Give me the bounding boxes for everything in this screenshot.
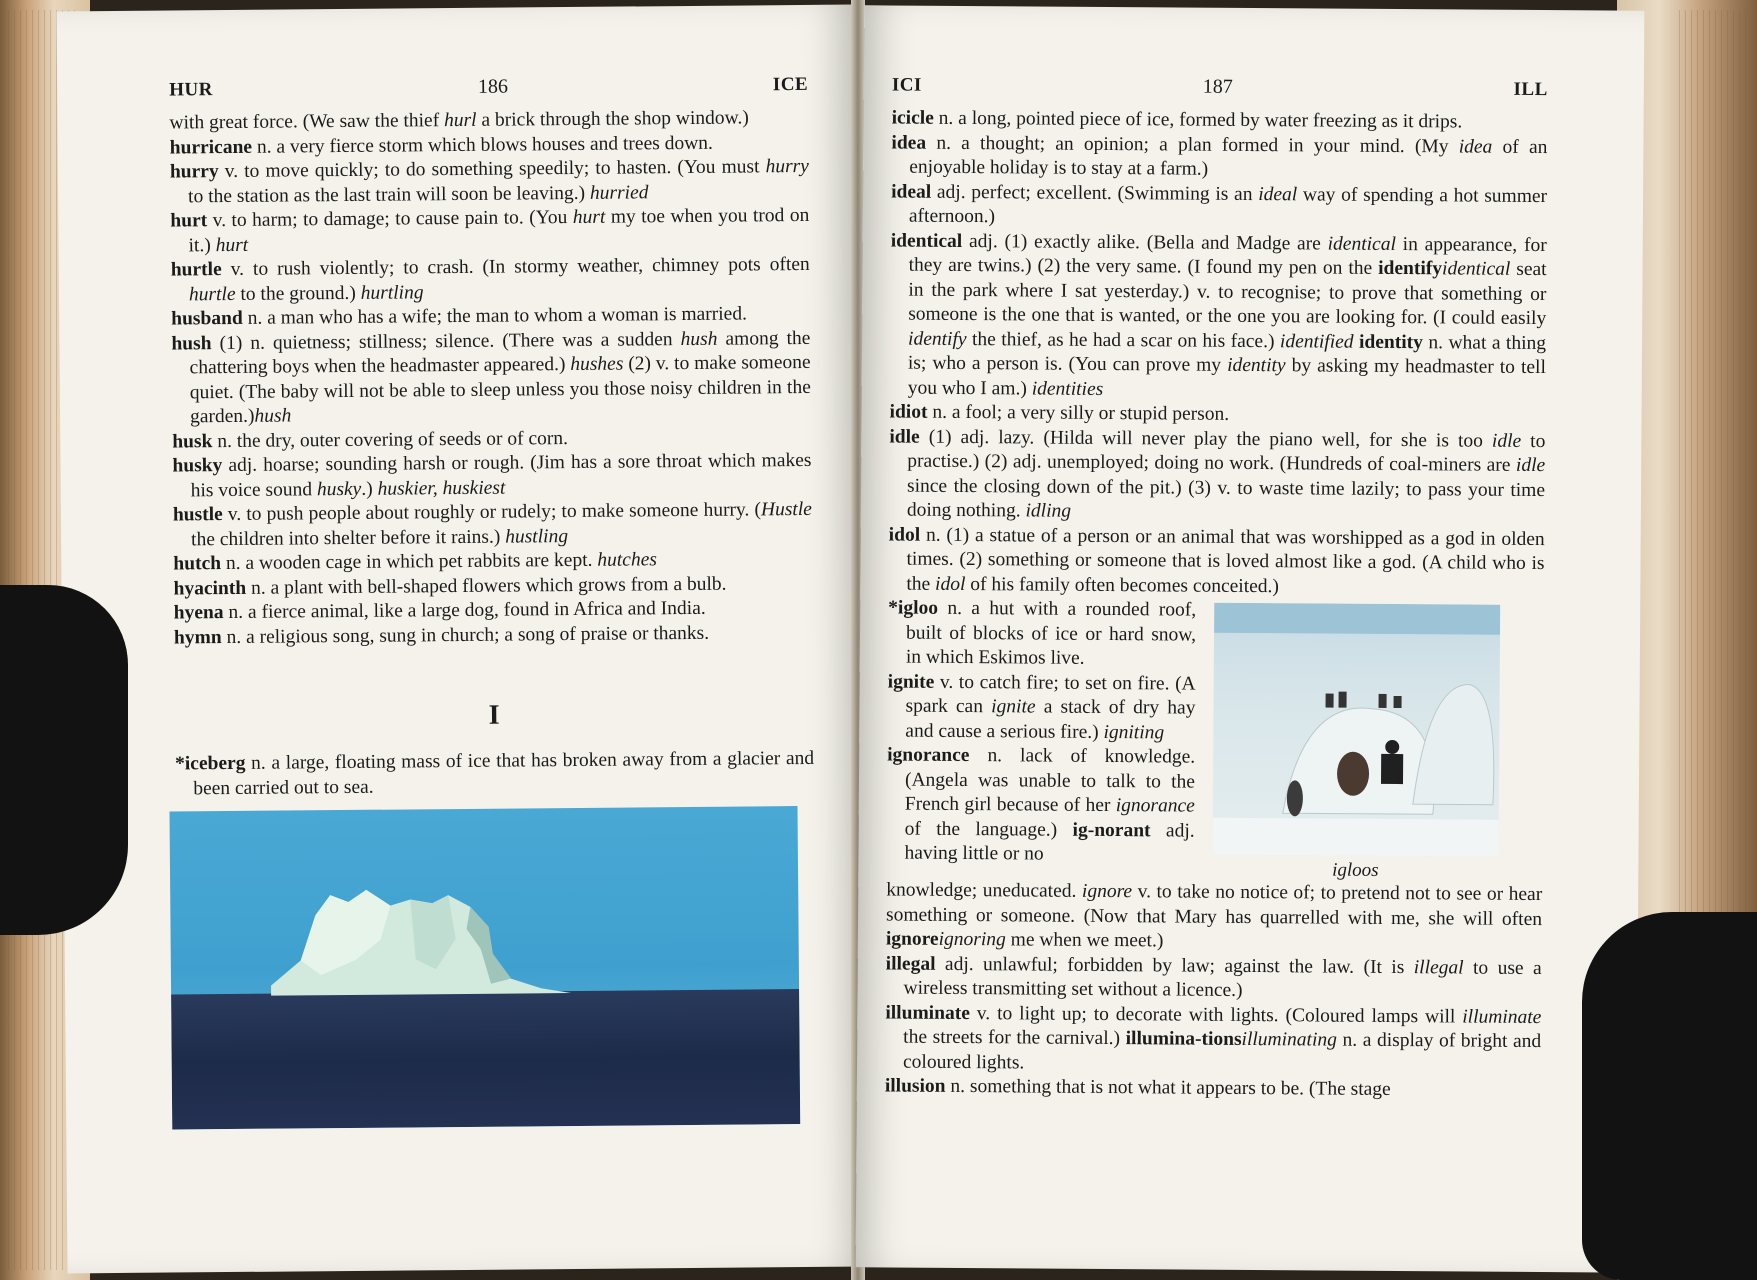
inflection: ignoring [938,928,1006,951]
dictionary-entry [886,743,1195,868]
example-word: ignorance [1115,795,1195,817]
entry-text: n. a man who has a wife; the man to whom a woman is married. [242,303,748,329]
entry-text: v. to catch fire; to set on fire. (A spark can [905,671,1196,718]
example-word: illegal [1413,956,1464,978]
inflection: igniting [1103,721,1165,743]
entry-text: n. a very fierce storm which blows houses and trees down. [251,132,713,158]
dictionary-entry [171,253,810,308]
example-word: hurry [765,155,809,178]
entry-text: .) [361,478,378,500]
entry-text: n. a wooden cage in which pet rabbits are kept. [220,549,598,575]
entry-text: the children into shelter before it rains.) [191,526,506,550]
igloo-photo [1212,603,1500,857]
entry-text: adj. hoarse; sounding harsh or rough. (Jim has a sore throat which makes his voice sound [190,449,812,501]
igloo-entries [886,596,1196,880]
dictionary-entry [891,180,1547,234]
entry-text: since the closing down of the pit.) (3) v. to waste time lazily; to pass your time doing nothing. [906,475,1546,522]
dictionary-entry [887,670,1196,746]
inflection: identical [1442,258,1511,280]
igloo-caption: igloos [1332,859,1379,881]
iceberg-shape [169,806,800,1129]
entry-text: of the language.) [904,818,1073,841]
right-entries [888,106,1547,601]
example-word: husky [316,478,362,500]
dictionary-entry [170,204,809,259]
entry-text: adj. (1) exactly alike. (Bella and Madge are [962,230,1328,255]
inflection: hustling [505,525,569,548]
entry-text: me when we meet.) [1005,929,1164,952]
headword: hurt [170,210,208,232]
inflection: hurtling [360,281,424,304]
entry-text: to use a wireless transmitting set without a licence.) [903,956,1542,1001]
entry-text: v. to rush violently; to crash. (In stormy weather, chimney pots often [221,253,810,281]
entry-text: v. to take no notice of; to pretend not to see or hear something or someone. (Now that Mary has quarrelled with me, she will often [885,881,1543,930]
entry-text: by asking my headmaster to tell you who I am.) [907,355,1546,399]
entry-text: n. a hut with a rounded roof, built of blocks of ice or hard snow, in which Eskimos live. [905,597,1197,669]
inflection: identities [1031,377,1104,400]
dictionary-entry [888,523,1544,601]
left-page-number: 186 [477,75,508,98]
example-word: Hustle [760,498,812,521]
headword: idle [889,425,920,448]
iceberg-entry-block [175,747,814,802]
entry-text: n. a fool; a very silly or stupid person. [927,401,1230,425]
dictionary-entry [890,229,1547,405]
entry-text: my toe when you trod on it.) [188,204,810,256]
right-guide-word-end: ILL [1513,78,1548,101]
left-page-header [169,73,808,102]
headword: icicle [891,107,934,129]
headword: hyena [173,602,224,624]
headword: illusion [884,1075,946,1097]
example-word: hush [254,405,292,427]
headword: idea [891,131,927,154]
entry-text: way of spending a hot summer afternoon.) [908,183,1548,228]
left-entries [169,106,813,651]
inflection: hurt [215,234,249,256]
section-letter: I [488,699,500,731]
example-word: hurt [572,206,606,228]
dictionary-entry [888,596,1197,672]
dictionary-entry [173,498,812,553]
headword: ignore [885,928,939,950]
dictionary-entry [885,1001,1541,1079]
example-word: hutches [597,549,658,571]
entry-text: v. to push people about roughly or rudely; to make someone hurry. ( [222,499,762,526]
example-word: idle [1491,430,1522,452]
entry-text: n. a plant with bell-shaped flowers which grows from a bulb. [246,573,727,599]
entry-text: n. something that is not what it appears to be. (The stage [945,1075,1391,1100]
entry-text: those noisy children in the garden.) [189,376,811,428]
left-hand [0,585,128,935]
entry-text: v. to harm; to damage; to cause pain to. (You [207,206,573,232]
example-word: identical [1327,233,1396,255]
entry-text: a stack of dry hay and cause a serious fire.) [905,696,1196,743]
dictionary-entry [886,878,1542,956]
entry-text: of his family often becomes conceited.) [965,573,1280,597]
entry-text: n. what a thing is; who a person is. (You can prove my [907,331,1547,376]
headword: ig-norant [1072,819,1151,841]
headword: hurtle [170,259,222,281]
example-word: idling [1025,500,1072,522]
entry-text: v. to light up; to decorate with lights. (Coloured lamps will [969,1002,1463,1027]
dictionary-entry [891,131,1547,185]
dictionary-entry [172,449,811,504]
dictionary-entry [885,952,1541,1006]
entry-text: knowledge; uneducated. [886,879,1083,902]
entry-text: among the chattering boys when the headmaster appeared.) [189,327,811,379]
entry-text: in appearance, for they are twins.) (2) the very same. (I found my pen on the [908,233,1547,279]
headword: hyacinth [173,577,247,599]
example-word: illuminate [1462,1005,1542,1028]
entry-text: a brick through the shop window.) [476,107,749,131]
headword: *iceberg [174,752,246,775]
right-guide-word-start: ICI [891,74,922,96]
entry-text: to the station as the last train will soon be leaving.) [188,182,591,207]
igloo-section [886,596,1544,883]
inflection: idle [1515,454,1546,477]
dictionary-entry [171,326,811,430]
example-word: ignore [1081,880,1133,903]
inflection: identified [1279,330,1354,353]
entry-text: n. lack of knowledge. (Angela was unable to talk to the French girl because of her [904,745,1196,817]
headword: illumina-tions [1125,1028,1242,1050]
headword: ideal [891,180,932,203]
entry-text: (1) n. quietness; stillness; silence. (There was a sudden [211,328,681,354]
example-word: hurl [443,109,477,132]
entry-text: (1) adj. lazy. (Hilda will never play the piano well, for she is too [919,426,1493,452]
entry-text: n. a fierce animal, like a large dog, found in Africa and India. [223,597,706,624]
igloo-figure [1212,599,1500,883]
after-igloo-entries [885,878,1543,1103]
right-hand [1582,912,1757,1280]
iceberg-photo [169,806,800,1129]
left-page [57,5,863,1274]
right-page-header [892,73,1548,101]
dictionary-entry [170,155,809,210]
left-guide-word-start: HUR [169,79,214,101]
headword: identify [1378,257,1443,280]
example-word: hush [680,328,718,350]
entry-text: v. to move quickly; to do something speedily; to hasten. (You must [218,156,766,183]
headword: ignite [887,670,935,693]
entry-text: n. a display of bright and coloured lights. [902,1029,1542,1073]
headword: illuminate [885,1001,970,1024]
dictionary-entry [885,1074,1541,1103]
entry-text: n. a large, floating mass of ice that has broken away from a glacier and been carried out to sea. [193,747,815,799]
headword: idiot [889,401,928,423]
dictionary-entry [174,620,813,650]
dictionary-entry [175,747,814,802]
example-word: hurtle [188,283,236,305]
headword: idol [888,523,921,546]
inflection: hushes [570,353,624,376]
headword: hurricane [169,136,253,159]
entry-text: n. the dry, outer covering of seeds or of corn. [212,427,569,452]
entry-text: adj. perfect; excellent. (Swimming is an [931,181,1259,205]
headword: hush [171,332,212,355]
entry-text: to practise.) (2) adj. unemployed; doing no work. (Hundreds of coal-miners are [907,430,1546,476]
entry-text: of an enjoyable holiday is to stay at a farm.) [909,136,1548,180]
headword: ignorance [887,744,970,767]
entry-text: v. to recognise; to prove that something or someone is the one that is wanted, or the one you are looking for. (I could easily [908,281,1547,330]
right-page-number: 187 [1202,75,1233,98]
headword: identical [890,229,963,252]
entry-text: n. a long, pointed piece of ice, formed by water freezing as it drips. [933,107,1463,133]
left-guide-word-end: ICE [772,73,809,96]
example-word: idol [935,573,966,595]
headword: hutch [173,553,222,575]
inflection: hurried [589,181,649,204]
headword: hustle [172,504,223,526]
headword: hymn [173,626,222,648]
headword: identity [1353,331,1424,353]
example-word: ignite [991,696,1036,718]
entry-text: with great force. (We saw the thief [169,110,445,134]
headword: hurry [169,161,219,183]
entry-text: (2) v. to make someone quiet. (The baby will not be able to sleep unless you [189,351,811,403]
entry-text: the thief, as he had a scar on his face.) [966,328,1281,352]
headword: illegal [885,952,936,975]
right-page [856,5,1645,1272]
headword: husk [172,430,213,452]
entry-text: to the ground.) [235,282,361,305]
headword: husky [172,455,223,477]
inflection: huskier, huskiest [377,477,506,500]
example-word: ideal [1258,183,1298,205]
entry-text: adj. having little or no [904,819,1195,865]
example-word: identity [1227,354,1286,377]
example-word: identify [908,328,967,350]
dictionary-entry [889,425,1546,528]
entry-text: the streets for the carnival.) [903,1026,1126,1050]
entry-text: adj. unlawful; forbidden by law; against the law. (It is [935,953,1414,978]
example-word: idea [1458,135,1493,158]
headword: husband [171,307,243,330]
headword: *igloo [888,597,939,619]
entry-text: n. (1) a statue of a person or an animal that was worshipped as a god in olden times. (2) something or someone that is loved almost like a god. (A child who is the [906,524,1545,595]
inflection: illuminating [1241,1028,1338,1051]
entry-text: n. a religious song, sung in church; a song of praise or thanks. [221,622,710,648]
entry-text: n. a thought; an opinion; a plan formed in your mind. (My [926,132,1459,157]
entry-text: seat in the park where I sat yesterday.) [908,258,1547,303]
